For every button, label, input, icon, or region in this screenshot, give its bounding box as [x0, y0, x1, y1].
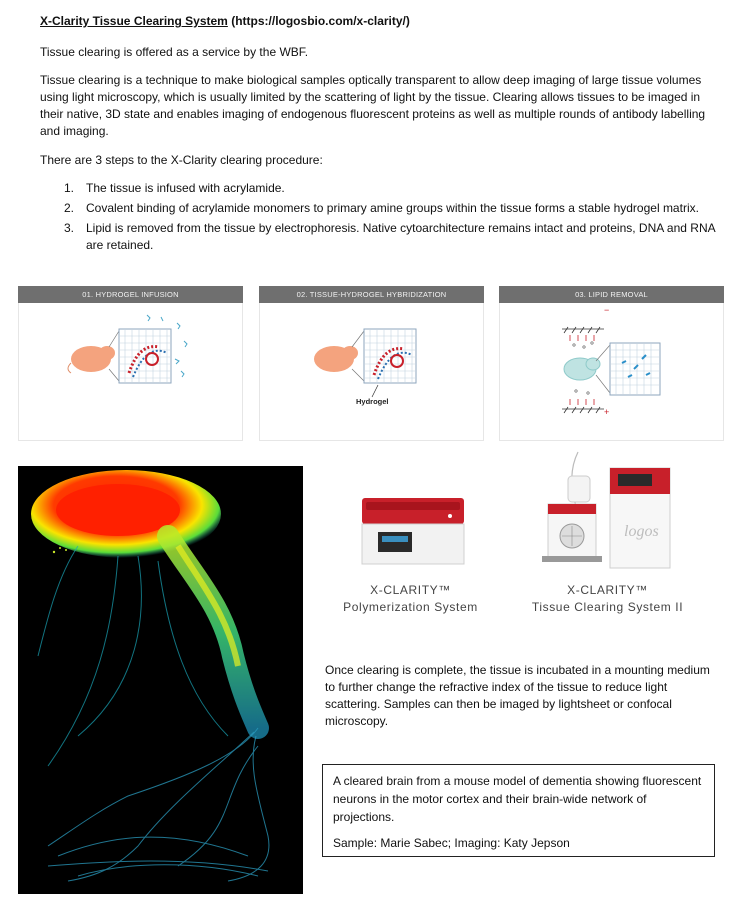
lipid-removal-diagram: [500, 303, 725, 441]
image-caption-box: [322, 764, 715, 857]
step-panel-hydrogel-infusion: [18, 286, 243, 441]
cleared-brain-image: [18, 466, 303, 894]
hydrogel-infusion-diagram: [19, 303, 244, 441]
hybridization-diagram: [260, 303, 485, 441]
product-polymerization: X-CLARITY™ Polymerization System: [343, 583, 478, 614]
step-panel-header: 01. HYDROGEL INFUSION: [18, 286, 243, 303]
post-clearing-paragraph: Once clearing is complete, the tissue is incubated in a mounting medium to further change the refractive index of the tissue to reduce light scattering. Samples can then be imaged by lightsheet or confocal microscopy.: [325, 663, 710, 728]
list-item: 3. Lipid is removed from the tissue by electrophoresis. Native cytoarchitecture remains intact and proteins, DNA and RNA are retained.: [64, 221, 715, 252]
description-paragraph: Tissue clearing is a technique to make biological samples optically transparent to allow deep imaging of large tissue volumes using light microscopy, which is usually limited by the scattering of light by the tissue. Clearing allows tissues to be imaged in their native, 3D state and enables imaging of endogenous fluorescent proteins as well as multiple rounds of antibody labelling and imaging.: [40, 73, 706, 138]
list-item: 1. The tissue is infused with acrylamide.: [64, 181, 285, 195]
product-tissue-clearing: X-CLARITY™ Tissue Clearing System II: [531, 583, 684, 614]
logos-watermark: logos: [624, 523, 659, 540]
negative-electrode-sign: −: [604, 305, 610, 315]
steps-list: [40, 180, 716, 257]
step-panel-lipid-removal: [499, 286, 724, 441]
step-panel-header: 03. LIPID REMOVAL: [499, 286, 724, 303]
intro-paragraph: Tissue clearing is offered as a service by the WBF.: [40, 45, 309, 59]
polymerization-system-image: [358, 494, 468, 568]
caption-text: A cleared brain from a mouse model of dementia showing fluorescent neurons in the motor cortex and their brain-wide network of projections.: [333, 774, 702, 824]
document-title: [40, 14, 410, 28]
steps-intro: There are 3 steps to the X-Clarity clearing procedure:: [40, 153, 323, 167]
title-url[interactable]: (https://logosbio.com/x-clarity/): [231, 14, 410, 28]
list-item: 2. Covalent binding of acrylamide monomers to primary amine groups within the tissue forms a stable hydrogel matrix.: [64, 201, 699, 215]
caption-credit: Sample: Marie Sabec; Imaging: Katy Jepson: [333, 836, 570, 850]
step-panel-tissue-hydrogel-hybridization: [259, 286, 484, 441]
hydrogel-label: Hydrogel: [356, 397, 389, 406]
positive-electrode-sign: +: [604, 407, 610, 417]
title-text: X-Clarity Tissue Clearing System: [40, 14, 228, 28]
step-panel-header: 02. TISSUE-HYDROGEL HYBRIDIZATION: [259, 286, 484, 303]
tissue-clearing-system-image: [540, 448, 675, 576]
